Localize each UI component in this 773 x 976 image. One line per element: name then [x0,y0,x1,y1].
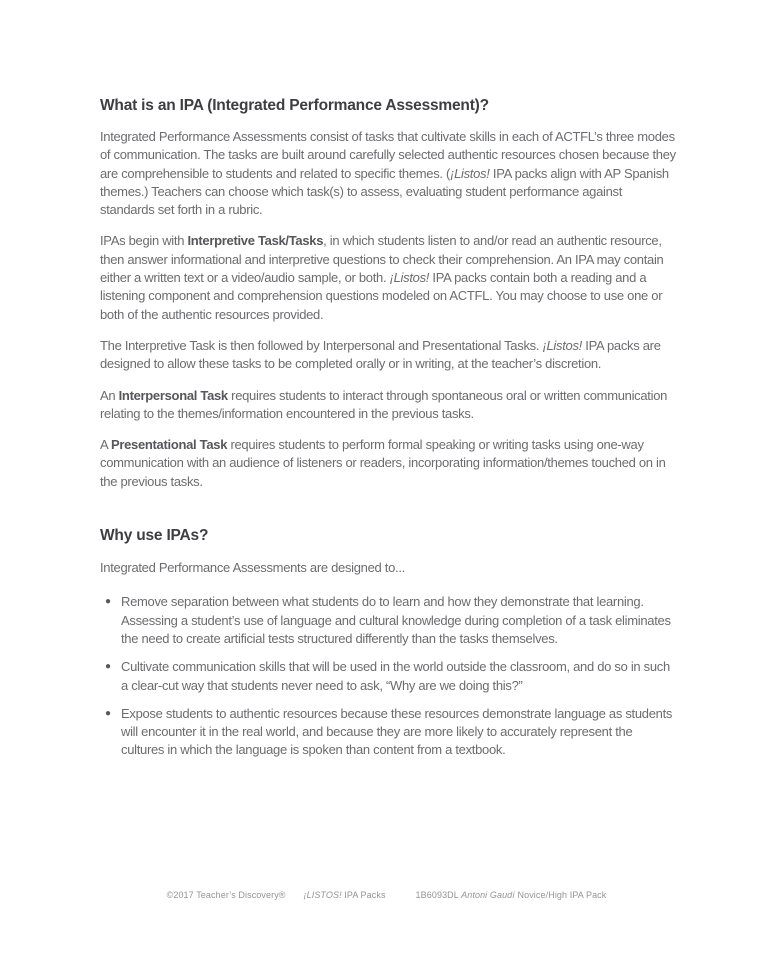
page-content [100,97,678,760]
text-run: IPA packs are designed to allow these tasks to be completed orally or in writing, at the teacher’s discretion. [100,337,661,372]
bold-text: Interpretive Task/Tasks [187,233,324,249]
text-run: 1B6093DL [415,890,462,900]
text-run: Integrated Performance Assessments consist of tasks that cultivate skills in each of ACTFL’s three modes of communication. The tasks are built around carefully selected authentic resources chosen because they are comprehensible to students and related to specific themes. ( [100,129,676,181]
text-run: requires students to interact through spontaneous oral or written communication relating to the themes/information encountered in the previous tasks. [100,387,668,421]
bullet-icon: ● [105,707,111,719]
text-run: requires students to perform formal speaking or writing tasks using one-way communication with an audience of listeners or readers, incorporating information/themes touched on in the previous tasks. [100,437,666,489]
list-item-text: Remove separation between what students do to learn and how they demonstrate that learning. Assessing a student’s use of language and cultural knowledge during completion of a task eliminates the need to create artificial tests structured differently than the tasks themselves. [121,594,671,646]
product-name [304,890,386,900]
item-code [416,890,607,900]
intro-paragraph: Integrated Performance Assessments are designed to... [100,560,405,576]
list-item [100,658,678,695]
paragraph [100,436,678,491]
paragraph [100,128,678,219]
text-run: , in which students listen to and/or read an authentic resource, then answer informational and interpretive questions to check their comprehension. An IPA may contain either a written text or a video/audio sample, or both. [100,233,664,286]
list-item-text: Expose students to authentic resources because these resources demonstrate language as students will encounter it in the real world, and because they are more likely to accurately represent the cultures in which the language is spoken than content from a textbook. [121,705,673,758]
benefits-list [100,593,678,759]
italic-text: Antoni Gaudí [461,890,515,900]
section-heading-why-use-ipas: Why use IPAs? [100,527,209,545]
list-item-text: Cultivate communication skills that will be used in the world outside the classroom, and do so in such a clear-cut way that students never need to ask, “Why are we doing this?” [121,659,670,693]
section-body-what-is-ipa [100,128,678,491]
text-run: An [100,387,119,403]
bullet-icon: ● [105,661,111,673]
bold-text: Interpersonal Task [118,387,228,403]
paragraph [100,337,678,374]
section-why-use-ipas [100,527,678,760]
bullet-icon: ● [105,596,111,608]
italic-text: ¡Listos! [450,165,490,181]
text-run: Novice/High IPA Pack [514,890,607,900]
italic-text: ¡LISTOS! [303,890,342,900]
section-what-is-ipa [100,97,678,491]
paragraph [100,387,678,424]
text-run: IPA Packs [341,890,386,900]
page-footer [0,890,773,900]
text-run: IPAs begin with [100,233,188,249]
copyright-text: ©2017 Teacher’s Discovery® [166,890,286,900]
list-item [100,705,678,760]
text-run: IPA packs contain both a reading and a listening component and comprehension questions modeled on ACTFL. You may choose to use one or both of the authentic resources provided. [100,270,663,322]
italic-text: ¡Listos! [542,337,582,353]
paragraph [100,232,678,323]
section-heading-what-is-ipa: What is an IPA (Integrated Performance Assessment)? [100,97,489,114]
italic-text: ¡Listos! [389,270,430,286]
text-run: IPA packs align with AP Spanish themes.) Teachers can choose which task(s) to assess, evaluating student performance against standards set forth in a rubric. [100,165,669,218]
list-item [100,593,678,648]
text-run: A [100,437,111,453]
bold-text: Presentational Task [110,437,228,453]
text-run: The Interpretive Task is then followed by Interpersonal and Presentational Tasks. [100,337,543,353]
